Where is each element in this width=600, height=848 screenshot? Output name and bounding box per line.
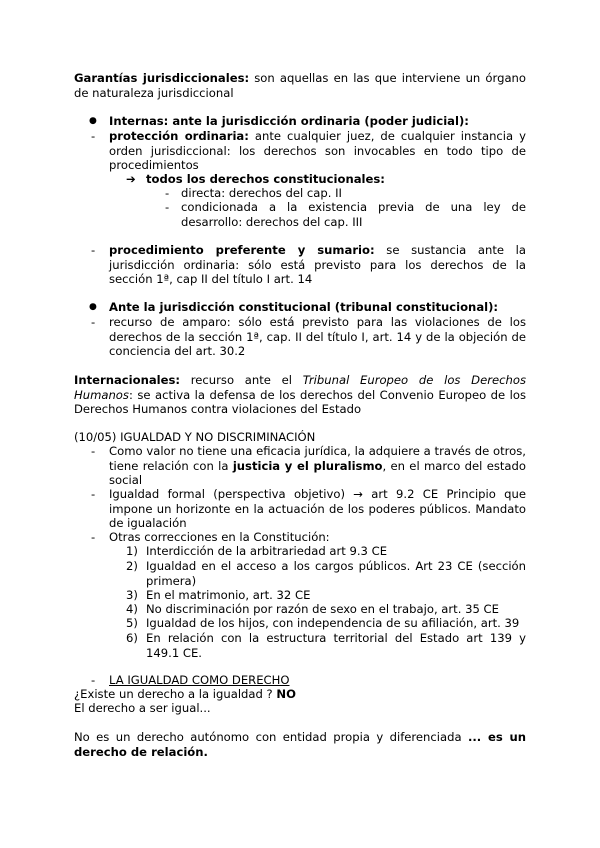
dash-preferente: - — [91, 243, 96, 257]
internas-heading: Internas: ante la jurisdicción ordinaria (poder judicial): — [109, 114, 469, 128]
bullet-internas: ● — [89, 116, 97, 126]
garantias-text: son aquellas en las que interviene un órgano de naturaleza jurisdiccional — [74, 71, 526, 100]
conclusion-paragraph: No es un derecho autónomo con entidad propia y diferenciada ... es un derecho de relación. — [74, 730, 526, 759]
proteccion-text: ante cualquier juez, de cualquier instancia y orden jurisdiccional: los derechos son invocables en todo tipo de procedimientos — [109, 129, 526, 173]
condicionada-item: condicionada a la existencia previa de una ley de desarrollo: derechos del cap. III — [181, 200, 526, 229]
preferente-item — [109, 243, 526, 287]
todos-derechos-label: todos los derechos constitucionales: — [146, 172, 385, 186]
correccion-num: 2) — [126, 559, 138, 573]
tribunal-europeo: Tribunal Europeo de los Derechos Humanos — [74, 373, 527, 402]
dash-directa: - — [165, 186, 170, 200]
preferente-label: procedimiento preferente y sumario: — [109, 243, 375, 257]
internacionales-paragraph: Internacionales: recurso ante el Tribunal Europeo de los Derechos Humanos: se activa la defensa de los derechos del Convenio Europeo de los Derechos Humanos contra violaciones del Estado — [74, 373, 527, 417]
correccion-num: 3) — [126, 588, 138, 602]
bullet-constitucional: ● — [89, 302, 97, 312]
dash-formal: - — [91, 487, 96, 501]
proteccion-label: protección ordinaria: — [109, 129, 249, 143]
correccion-num: 1) — [126, 544, 138, 558]
otras-correcciones: Otras correcciones en la Constitución: — [109, 530, 330, 544]
correccion-item: Igualdad en el acceso a los cargos públicos. Art 23 CE (sección primera) — [146, 559, 526, 588]
correccion-item: No discriminación por razón de sexo en el trabajo, art. 35 CE — [146, 602, 499, 616]
internacionales-label: Internacionales: — [74, 373, 181, 387]
arrow-icon: ➔ — [126, 172, 136, 186]
dash-proteccion: - — [91, 129, 96, 143]
igualdad-title: (10/05) IGUALDAD Y NO DISCRIMINACIÓN — [74, 430, 316, 444]
correccion-item: Igualdad de los hijos, con independencia de su afiliación, art. 39 — [146, 616, 520, 630]
correccion-num: 6) — [126, 631, 138, 645]
garantias-paragraph — [74, 71, 526, 100]
dash-condicionada: - — [165, 200, 170, 214]
directa-item: directa: derechos del cap. II — [181, 186, 342, 200]
correccion-num: 5) — [126, 616, 138, 630]
garantias-heading: Garantías jurisdiccionales: — [74, 71, 250, 85]
dash-valor: - — [91, 444, 96, 458]
dash-amparo: - — [91, 315, 96, 329]
igualdad-formal-item: Igualdad formal (perspectiva objetivo) → art 9.2 CE Principio que impone un horizonte en la actuación de los poderes públicos. Mandato de igualación — [109, 487, 526, 531]
dash-derecho: - — [91, 673, 96, 687]
justicia-pluralismo: justicia y el pluralismo — [232, 458, 383, 473]
dash-correcciones: - — [91, 530, 96, 544]
pregunta-line — [74, 687, 526, 702]
igualdad-derecho-heading: LA IGUALDAD COMO DERECHO — [109, 673, 290, 687]
derecho-ser-igual: El derecho a ser igual... — [74, 701, 211, 715]
correccion-num: 4) — [126, 602, 138, 616]
proteccion-item — [109, 129, 526, 173]
constitucional-heading: Ante la jurisdicción constitucional (tribunal constitucional): — [109, 300, 499, 314]
preferente-text: se sustancia ante la jurisdicción ordinaria: sólo está previsto para los derechos de la sección 1ª, cap II del título I art. 14 — [109, 243, 526, 287]
correccion-item: Interdicción de la arbitrariedad art 9.3 CE — [146, 544, 388, 558]
amparo-item: recurso de amparo: sólo está previsto para las violaciones de los derechos de la sección 1ª, cap. II del título I, art. 14 y de la objeción de conciencia del art. 30.2 — [109, 315, 526, 359]
derecho-relacion: ... es un derecho de relación. — [74, 730, 526, 759]
respuesta: NO — [276, 687, 296, 701]
correccion-item: En relación con la estructura territorial del Estado art 139 y 149.1 CE. — [146, 631, 526, 660]
pregunta: ¿Existe un derecho a la igualdad ? — [74, 687, 277, 701]
correccion-item: En el matrimonio, art. 32 CE — [146, 588, 311, 602]
igualdad-valor-item: Como valor no tiene una eficacia jurídica, la adquiere a través de otros, tiene relación con la justicia y el pluralismo, en el marco del estado social — [109, 444, 526, 488]
